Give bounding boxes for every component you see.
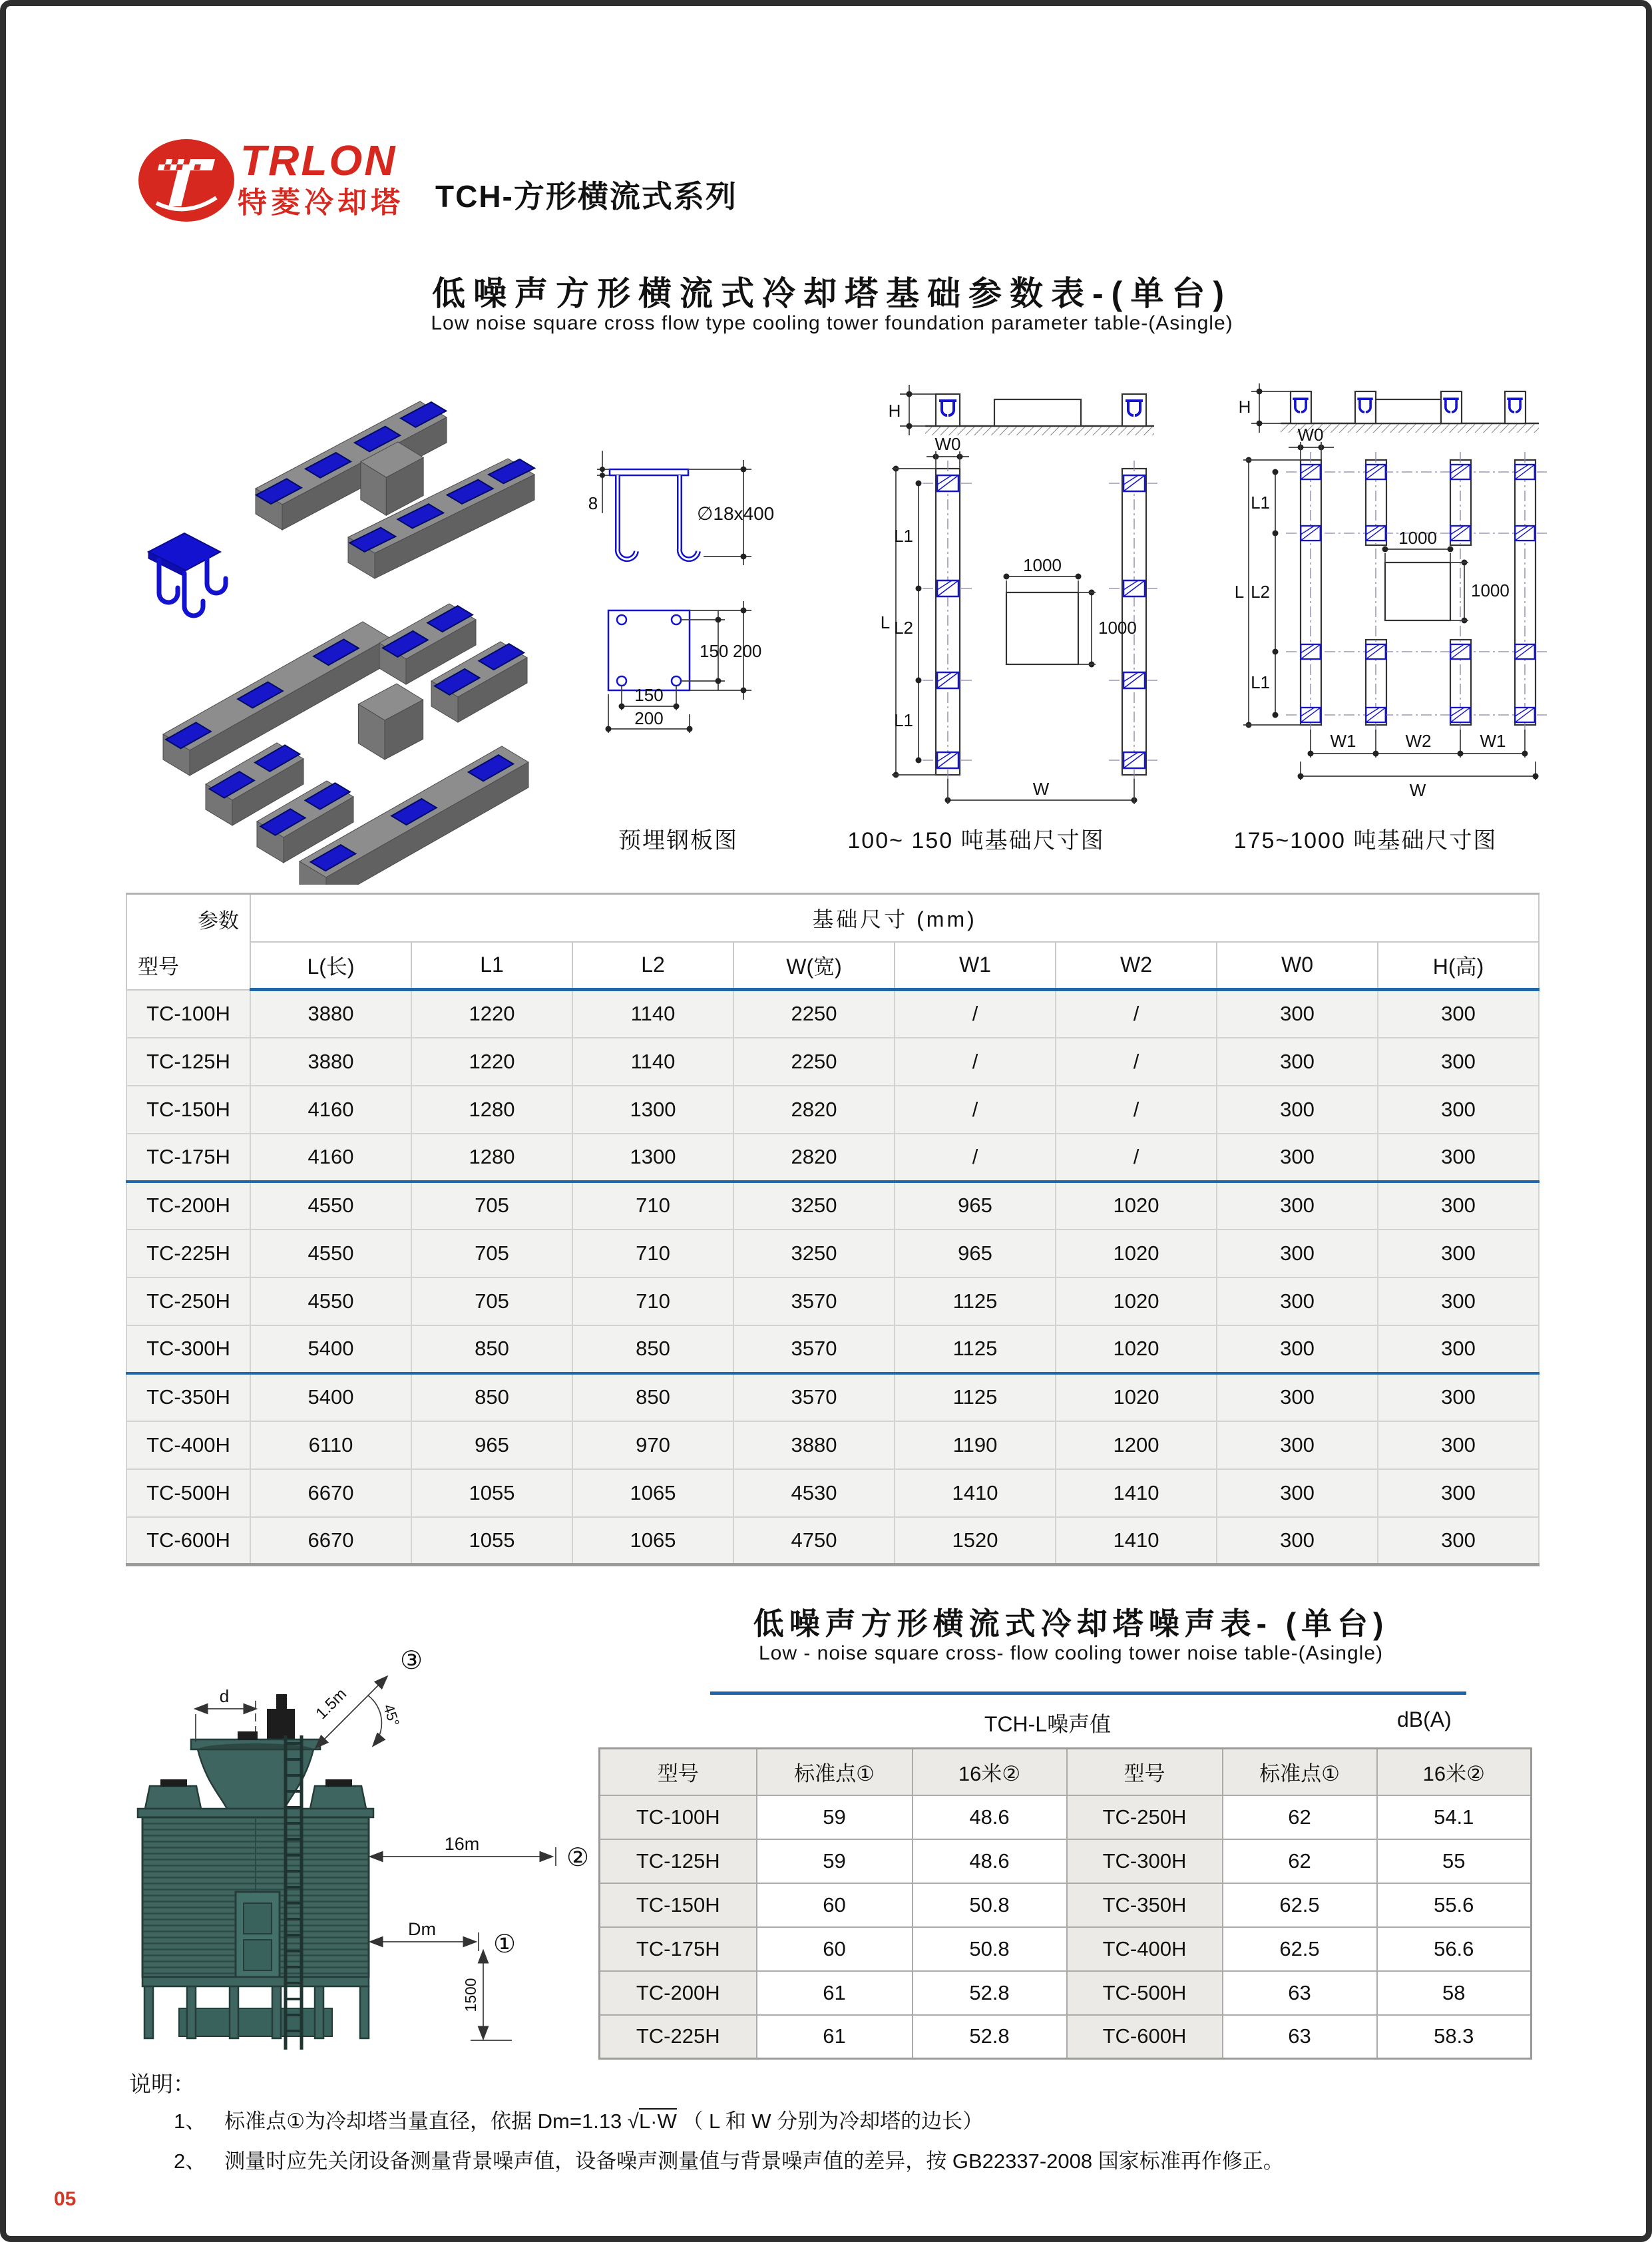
value-cell: 300 xyxy=(1217,990,1378,1038)
embedded-plate-detail-drawing xyxy=(558,399,798,785)
note-1-text-post: （ L 和 W 分别为冷却塔的边长） xyxy=(676,2110,984,2133)
column-header: 型号 xyxy=(1067,1749,1223,1795)
value-cell: 58 xyxy=(1377,1971,1532,2015)
note-1-text-pre: 标准点①为冷却塔当量直径，依据 Dm=1.13 xyxy=(224,2110,628,2133)
model-cell: TC-300H xyxy=(1067,1839,1223,1883)
caption-175-1000: 175~1000 吨基础尺寸图 xyxy=(1233,828,1498,853)
value-cell: 850 xyxy=(411,1373,572,1421)
dim-45deg: 45° xyxy=(380,1701,403,1729)
value-cell: 55 xyxy=(1377,1839,1532,1883)
value-cell: 1140 xyxy=(572,1038,733,1086)
corner-cell xyxy=(126,894,250,990)
model-cell: TC-150H xyxy=(600,1883,757,1927)
value-cell: 61 xyxy=(757,1971,913,2015)
noise-row xyxy=(600,2015,1532,2059)
model-cell: TC-600H xyxy=(1067,2015,1223,2059)
value-cell: 300 xyxy=(1378,1517,1539,1565)
value-cell: 52.8 xyxy=(913,1971,1067,2015)
column-header: W1 xyxy=(895,942,1056,990)
dim-W1b: W1 xyxy=(1480,731,1506,751)
point-1-marker: ① xyxy=(493,1930,516,1958)
value-cell: 61 xyxy=(757,2015,913,2059)
value-cell: 300 xyxy=(1217,1277,1378,1325)
value-cell: 48.6 xyxy=(913,1795,1067,1839)
column-header: W2 xyxy=(1056,942,1217,990)
dim-Dm: Dm xyxy=(408,1919,436,1939)
value-cell: 300 xyxy=(1378,1230,1539,1277)
value-cell: / xyxy=(1056,1086,1217,1134)
value-cell: 705 xyxy=(411,1277,572,1325)
value-cell: 62 xyxy=(1223,1795,1377,1839)
value-cell: / xyxy=(1056,1134,1217,1182)
foundation-row xyxy=(126,1421,1539,1469)
column-header: W0 xyxy=(1217,942,1378,990)
caption-100-150: 100~ 150 吨基础尺寸图 xyxy=(847,828,1105,853)
value-cell: 300 xyxy=(1217,1038,1378,1086)
value-cell: 1300 xyxy=(572,1134,733,1182)
dim-W2: W2 xyxy=(1405,731,1432,751)
model-cell: TC-250H xyxy=(126,1277,250,1325)
value-cell: 300 xyxy=(1378,1277,1539,1325)
value-cell: 59 xyxy=(757,1795,913,1839)
model-cell: TC-250H xyxy=(1067,1795,1223,1839)
anchor-spec-label: ∅18x400 xyxy=(697,503,775,524)
value-cell: 300 xyxy=(1217,1469,1378,1517)
value-cell: 965 xyxy=(895,1182,1056,1230)
corner-label-model: 型号 xyxy=(138,955,179,979)
model-cell: TC-200H xyxy=(126,1182,250,1230)
model-cell: TC-125H xyxy=(126,1038,250,1086)
note-2-number: 2、 xyxy=(174,2149,206,2173)
value-cell: 62.5 xyxy=(1223,1927,1377,1971)
model-cell: TC-300H xyxy=(126,1325,250,1373)
column-header: H(高) xyxy=(1378,942,1539,990)
value-cell: 300 xyxy=(1378,1134,1539,1182)
note-2-text: 测量时应先关闭设备测量背景噪声值，设备噪声测量值与背景噪声值的差异，按 GB22337-2008 国家标准再作修正。 xyxy=(224,2149,1284,2173)
column-header: 16米② xyxy=(913,1749,1067,1795)
foundation-diagram-100-150 xyxy=(795,369,1157,821)
value-cell: 3250 xyxy=(733,1182,895,1230)
value-cell: 300 xyxy=(1378,1373,1539,1421)
value-cell: 6670 xyxy=(250,1469,411,1517)
noise-title-rule xyxy=(710,1691,1466,1695)
value-cell: 3880 xyxy=(250,990,411,1038)
model-cell: TC-125H xyxy=(600,1839,757,1883)
dim-L1b: L1 xyxy=(1251,672,1270,692)
value-cell: 965 xyxy=(895,1230,1056,1277)
noise-table xyxy=(598,1747,1532,2060)
value-cell: 710 xyxy=(572,1230,733,1277)
note-item-2 xyxy=(174,2144,1284,2174)
column-header: 16米② xyxy=(1377,1749,1532,1795)
value-cell: 2820 xyxy=(733,1086,895,1134)
value-cell: 300 xyxy=(1217,1230,1378,1277)
value-cell: 300 xyxy=(1217,1134,1378,1182)
series-title: TCH-方形横流式系列 xyxy=(435,179,737,214)
note-1-radicand: L·W xyxy=(638,2110,677,2133)
value-cell: 850 xyxy=(411,1325,572,1373)
model-cell: TC-500H xyxy=(1067,1971,1223,2015)
value-cell: 50.8 xyxy=(913,1883,1067,1927)
column-header: 型号 xyxy=(600,1749,757,1795)
value-cell: 3570 xyxy=(733,1277,895,1325)
value-cell: 4530 xyxy=(733,1469,895,1517)
dim-H: H xyxy=(1238,397,1251,417)
value-cell: 5400 xyxy=(250,1373,411,1421)
value-cell: 4550 xyxy=(250,1230,411,1277)
value-cell: 63 xyxy=(1223,1971,1377,2015)
column-header: W(宽) xyxy=(733,942,895,990)
value-cell: 300 xyxy=(1378,1469,1539,1517)
value-cell: 1020 xyxy=(1056,1182,1217,1230)
value-cell: 710 xyxy=(572,1182,733,1230)
value-cell: 1300 xyxy=(572,1086,733,1134)
value-cell: 1055 xyxy=(411,1517,572,1565)
value-cell: 300 xyxy=(1217,1421,1378,1469)
value-cell: 50.8 xyxy=(913,1927,1067,1971)
hole-span-label-h: 150 xyxy=(634,685,664,705)
group-header: 基础尺寸 (mm) xyxy=(250,894,1539,942)
model-cell: TC-225H xyxy=(126,1230,250,1277)
value-cell: 705 xyxy=(411,1230,572,1277)
value-cell: 4750 xyxy=(733,1517,895,1565)
model-cell: TC-150H xyxy=(126,1086,250,1134)
value-cell: 300 xyxy=(1217,1373,1378,1421)
value-cell: 1125 xyxy=(895,1373,1056,1421)
foundation-title-en: Low noise square cross flow type cooling tower foundation parameter table-(Asingle) xyxy=(431,312,1233,334)
value-cell: 300 xyxy=(1217,1517,1378,1565)
point-2-marker: ② xyxy=(566,1844,590,1872)
value-cell: 1020 xyxy=(1056,1373,1217,1421)
value-cell: 3570 xyxy=(733,1325,895,1373)
dim-L1b: L1 xyxy=(894,710,913,730)
model-cell: TC-350H xyxy=(1067,1883,1223,1927)
foundation-row xyxy=(126,1086,1539,1134)
model-cell: TC-175H xyxy=(600,1927,757,1971)
dim-1000-v: 1000 xyxy=(1471,580,1510,600)
dim-L: L xyxy=(1234,582,1245,602)
value-cell: 55.6 xyxy=(1377,1883,1532,1927)
value-cell: 62.5 xyxy=(1223,1883,1377,1927)
value-cell: 1280 xyxy=(411,1086,572,1134)
noise-value-label: TCH-L噪声值 xyxy=(984,1712,1112,1736)
value-cell: 300 xyxy=(1378,1086,1539,1134)
noise-unit-label: dB(A) xyxy=(1397,1707,1452,1731)
value-cell: 60 xyxy=(757,1927,913,1971)
corner-label-parameter: 参数 xyxy=(198,909,239,933)
hole-span-label-v: 150 xyxy=(700,641,729,661)
model-cell: TC-350H xyxy=(126,1373,250,1421)
brand-name-cn: 特菱冷却塔 xyxy=(238,186,404,219)
column-header: L(长) xyxy=(250,942,411,990)
model-cell: TC-175H xyxy=(126,1134,250,1182)
value-cell: 4550 xyxy=(250,1182,411,1230)
noise-row xyxy=(600,1839,1532,1883)
foundation-title-cn: 低噪声方形横流式冷却塔基础参数表-(单台) xyxy=(432,275,1232,312)
note-1-number: 1、 xyxy=(174,2110,206,2133)
noise-row xyxy=(600,1883,1532,1927)
model-cell: TC-400H xyxy=(126,1421,250,1469)
value-cell: 3880 xyxy=(733,1421,895,1469)
value-cell: 850 xyxy=(572,1373,733,1421)
noise-row xyxy=(600,1971,1532,2015)
value-cell: 6670 xyxy=(250,1517,411,1565)
value-cell: 1280 xyxy=(411,1134,572,1182)
value-cell: 60 xyxy=(757,1883,913,1927)
dim-W0: W0 xyxy=(1297,425,1324,445)
dim-W1: W1 xyxy=(1330,731,1356,751)
dim-W: W xyxy=(1032,779,1050,799)
value-cell: 300 xyxy=(1378,1325,1539,1373)
value-cell: / xyxy=(1056,990,1217,1038)
column-header: L2 xyxy=(572,942,733,990)
value-cell: 4160 xyxy=(250,1134,411,1182)
foundation-row xyxy=(126,1134,1539,1182)
value-cell: 5400 xyxy=(250,1325,411,1373)
plate-size-label-h: 200 xyxy=(634,708,664,728)
dim-1000-h: 1000 xyxy=(1023,555,1062,575)
value-cell: 1125 xyxy=(895,1325,1056,1373)
caption-embedded-plate: 预埋钢板图 xyxy=(618,828,738,853)
brand-name: TRLON xyxy=(240,136,397,184)
foundation-row xyxy=(126,1325,1539,1373)
cooling-tower-drawing xyxy=(86,1609,672,2075)
value-cell: 1410 xyxy=(1056,1469,1217,1517)
dim-d: d xyxy=(219,1686,230,1706)
value-cell: 2820 xyxy=(733,1134,895,1182)
value-cell: 2250 xyxy=(733,1038,895,1086)
model-cell: TC-600H xyxy=(126,1517,250,1565)
value-cell: 2250 xyxy=(733,990,895,1038)
value-cell: 59 xyxy=(757,1839,913,1883)
value-cell: / xyxy=(1056,1038,1217,1086)
value-cell: 300 xyxy=(1378,1038,1539,1086)
model-cell: TC-500H xyxy=(126,1469,250,1517)
model-cell: TC-225H xyxy=(600,2015,757,2059)
value-cell: / xyxy=(895,1038,1056,1086)
foundation-row xyxy=(126,1230,1539,1277)
value-cell: 4550 xyxy=(250,1277,411,1325)
dim-1000-h: 1000 xyxy=(1398,528,1437,548)
value-cell: 970 xyxy=(572,1421,733,1469)
value-cell: 58.3 xyxy=(1377,2015,1532,2059)
point-3-marker: ③ xyxy=(400,1647,423,1675)
value-cell: 1200 xyxy=(1056,1421,1217,1469)
value-cell: 63 xyxy=(1223,2015,1377,2059)
dim-1500: 1500 xyxy=(462,1978,479,2012)
value-cell: 300 xyxy=(1217,1182,1378,1230)
dim-L1: L1 xyxy=(1251,493,1270,513)
dim-W0: W0 xyxy=(934,434,961,454)
value-cell: 1220 xyxy=(411,990,572,1038)
value-cell: 3250 xyxy=(733,1230,895,1277)
value-cell: 54.1 xyxy=(1377,1795,1532,1839)
value-cell: 1065 xyxy=(572,1469,733,1517)
column-header: L1 xyxy=(411,942,572,990)
dim-1000-v: 1000 xyxy=(1098,618,1137,638)
foundation-row xyxy=(126,1469,1539,1517)
dim-L2: L2 xyxy=(1251,582,1270,602)
model-cell: TC-400H xyxy=(1067,1927,1223,1971)
value-cell: 300 xyxy=(1217,1325,1378,1373)
dim-L2: L2 xyxy=(894,618,913,638)
foundation-row xyxy=(126,1373,1539,1421)
notes-heading: 说明： xyxy=(129,2072,195,2096)
foundation-table xyxy=(126,893,1540,1566)
foundation-row xyxy=(126,1517,1539,1565)
dim-L1: L1 xyxy=(894,526,913,546)
value-cell: / xyxy=(895,990,1056,1038)
value-cell: 300 xyxy=(1378,1182,1539,1230)
noise-title-cn: 低噪声方形横流式冷却塔噪声表- (单台) xyxy=(753,1606,1389,1641)
value-cell: 1410 xyxy=(1056,1517,1217,1565)
value-cell: 705 xyxy=(411,1182,572,1230)
value-cell: 1140 xyxy=(572,990,733,1038)
plate-size-label-v: 200 xyxy=(733,641,762,661)
noise-row xyxy=(600,1795,1532,1839)
foundation-row xyxy=(126,1038,1539,1086)
value-cell: 850 xyxy=(572,1325,733,1373)
dim-H: H xyxy=(888,401,901,421)
trlon-logo-icon xyxy=(136,138,236,224)
value-cell: 6110 xyxy=(250,1421,411,1469)
foundation-row xyxy=(126,1182,1539,1230)
sqrt-symbol: √ xyxy=(627,2110,639,2133)
anchor-plate-icon xyxy=(148,533,226,616)
foundation-isometric-drawing xyxy=(106,359,572,885)
noise-row xyxy=(600,1927,1532,1971)
foundation-row xyxy=(126,990,1539,1038)
page-number: 05 xyxy=(54,2188,77,2210)
value-cell: 3880 xyxy=(250,1038,411,1086)
plate-thickness-label: 8 xyxy=(588,493,598,513)
model-cell: TC-100H xyxy=(600,1795,757,1839)
value-cell: 48.6 xyxy=(913,1839,1067,1883)
column-header: 标准点① xyxy=(1223,1749,1377,1795)
value-cell: 1055 xyxy=(411,1469,572,1517)
value-cell: 1410 xyxy=(895,1469,1056,1517)
value-cell: 1125 xyxy=(895,1277,1056,1325)
dim-1-5m: 1.5m xyxy=(312,1685,351,1723)
value-cell: 1190 xyxy=(895,1421,1056,1469)
value-cell: 1020 xyxy=(1056,1230,1217,1277)
value-cell: 965 xyxy=(411,1421,572,1469)
column-header: 标准点① xyxy=(757,1749,913,1795)
dim-16m: 16m xyxy=(444,1834,480,1854)
foundation-diagram-175-1000 xyxy=(1174,369,1557,835)
value-cell: 56.6 xyxy=(1377,1927,1532,1971)
note-item-1 xyxy=(174,2104,983,2134)
value-cell: 1065 xyxy=(572,1517,733,1565)
value-cell: 300 xyxy=(1217,1086,1378,1134)
value-cell: / xyxy=(895,1134,1056,1182)
value-cell: 300 xyxy=(1378,990,1539,1038)
value-cell: 3570 xyxy=(733,1373,895,1421)
dim-W: W xyxy=(1409,780,1426,800)
dim-L: L xyxy=(880,612,891,632)
value-cell: 62 xyxy=(1223,1839,1377,1883)
noise-title-en: Low - noise square cross- flow cooling tower noise table-(Asingle) xyxy=(758,1642,1384,1664)
foundation-row xyxy=(126,1277,1539,1325)
value-cell: 1020 xyxy=(1056,1277,1217,1325)
value-cell: 1220 xyxy=(411,1038,572,1086)
value-cell: 4160 xyxy=(250,1086,411,1134)
isometric-face xyxy=(326,762,528,885)
value-cell: 300 xyxy=(1378,1421,1539,1469)
model-cell: TC-100H xyxy=(126,990,250,1038)
value-cell: 1520 xyxy=(895,1517,1056,1565)
value-cell: 52.8 xyxy=(913,2015,1067,2059)
model-cell: TC-200H xyxy=(600,1971,757,2015)
value-cell: 710 xyxy=(572,1277,733,1325)
value-cell: / xyxy=(895,1086,1056,1134)
value-cell: 1020 xyxy=(1056,1325,1217,1373)
